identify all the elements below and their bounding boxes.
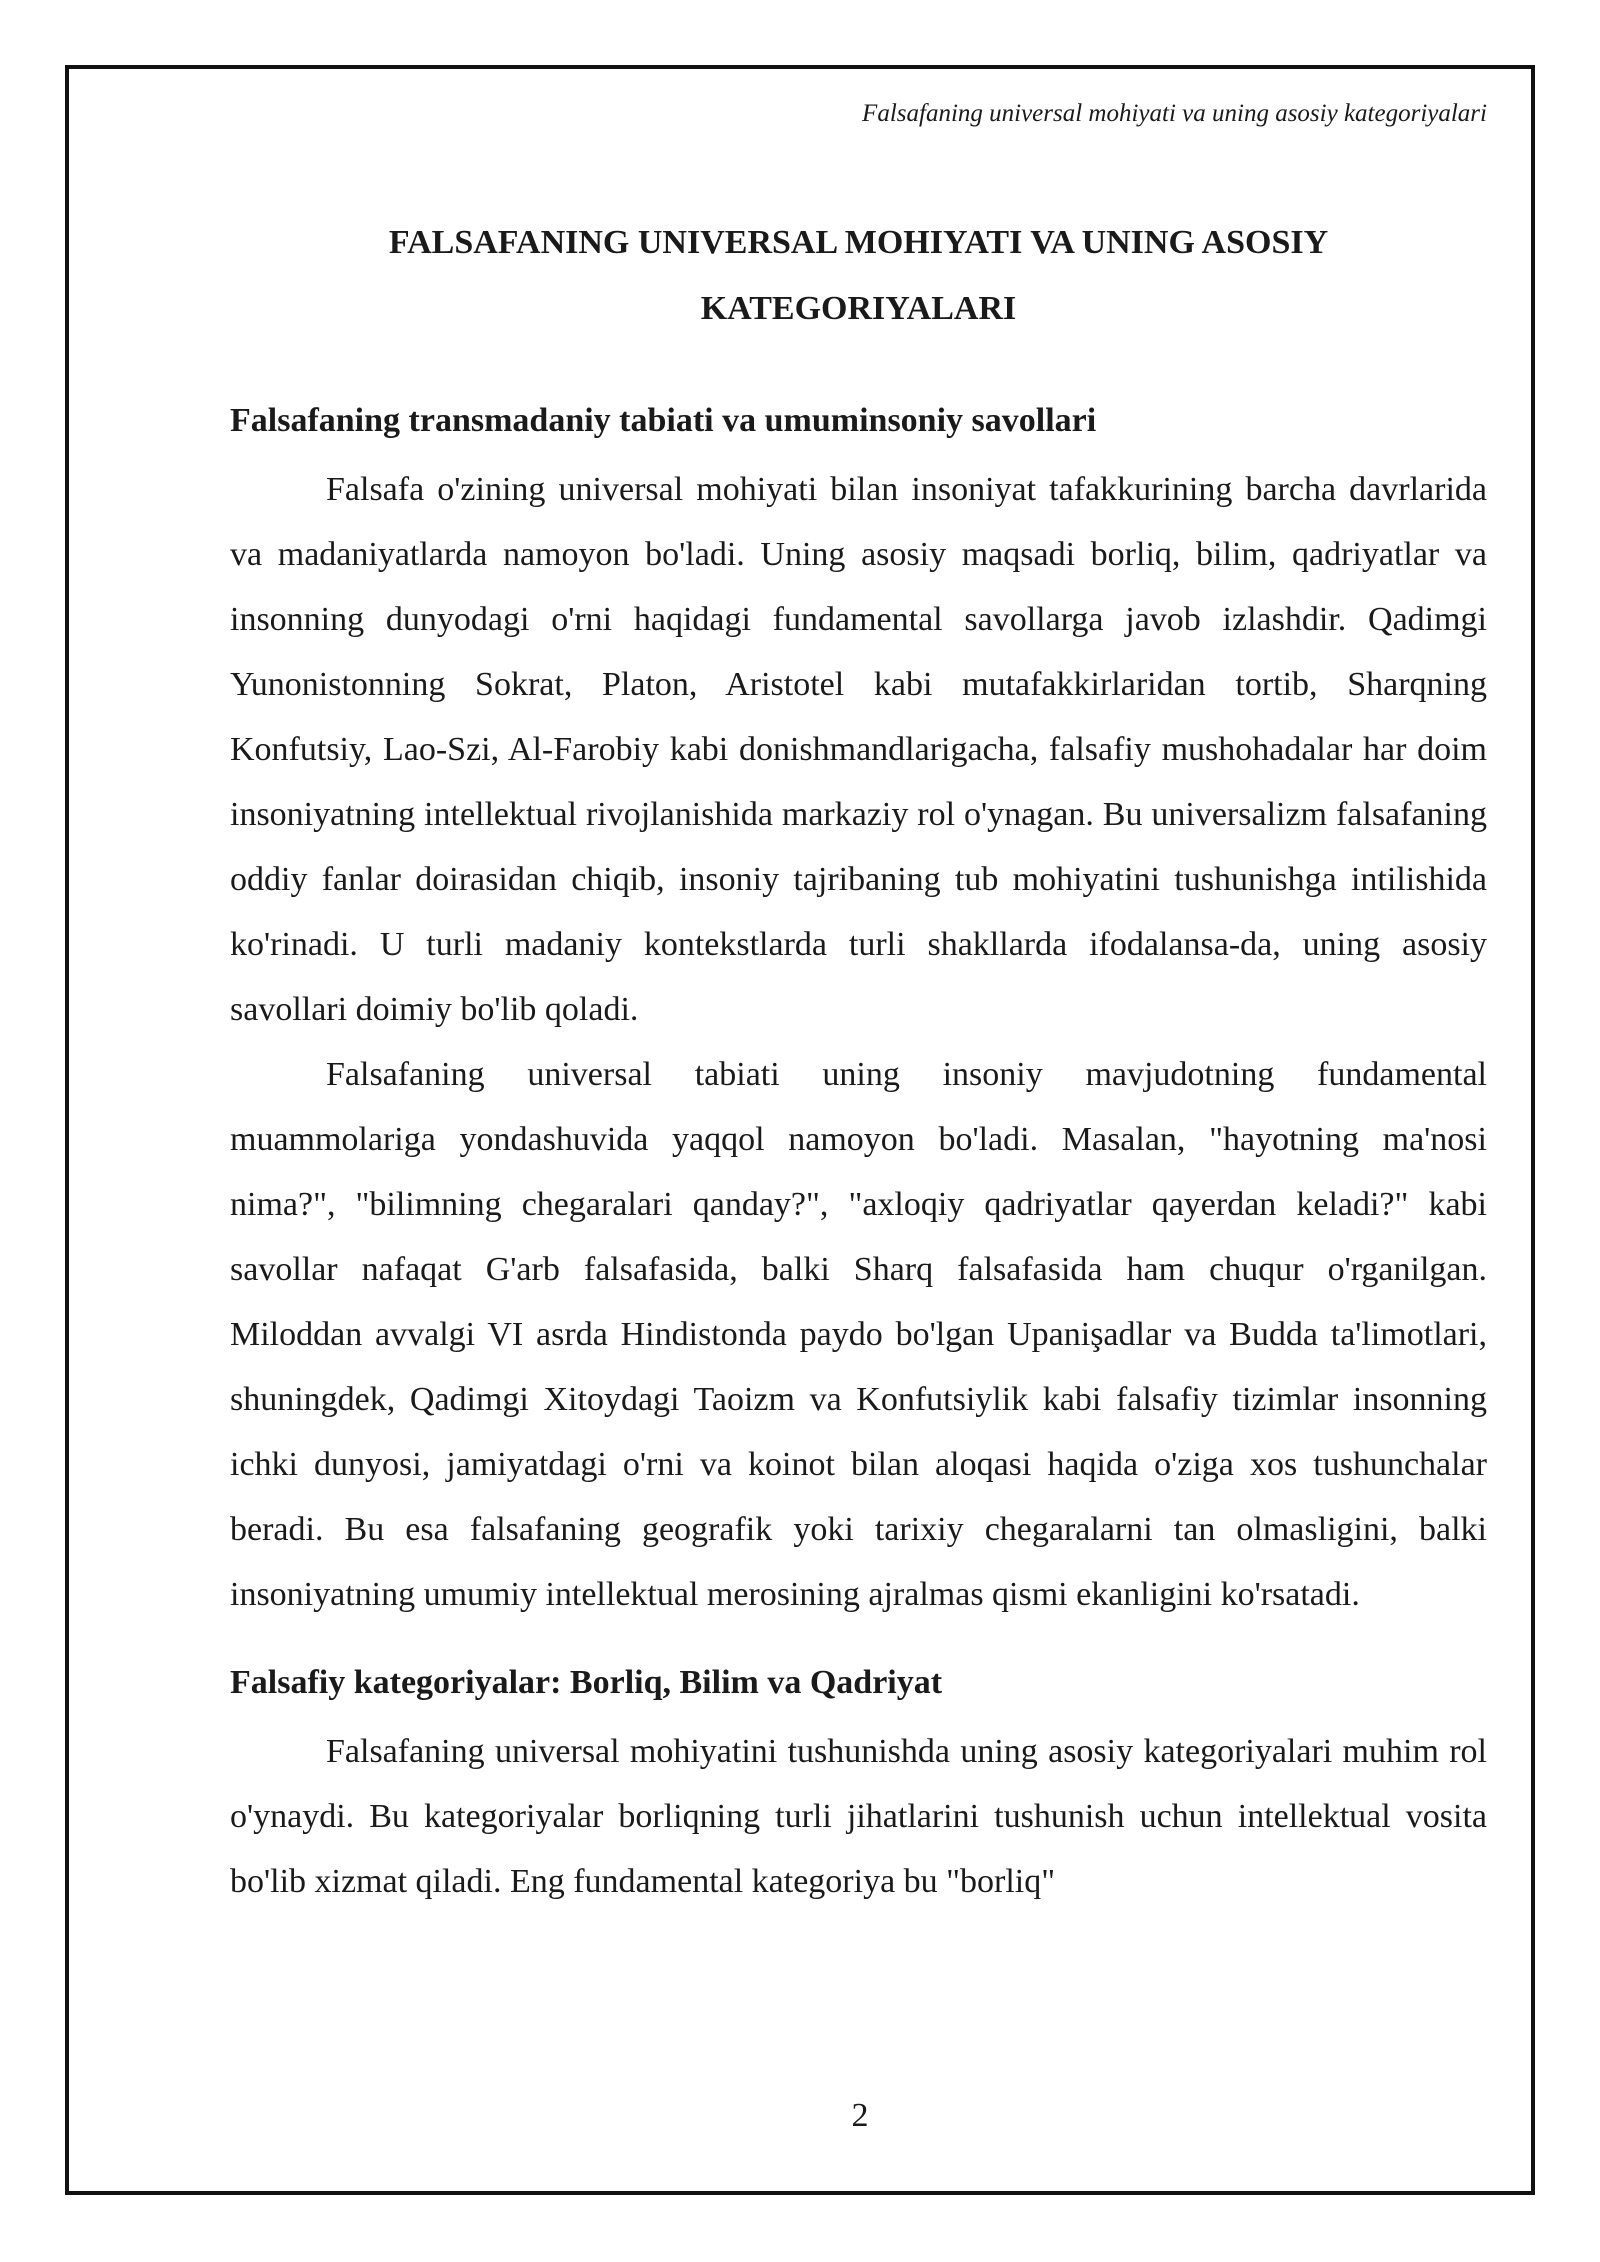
document-body: [230, 210, 1487, 1914]
paragraph: Falsafa o'zining universal mohiyati bilan insoniyat tafakkurining barcha davrlarida va madaniyatlarda namoyon bo'ladi. Uning asosiy maqsadi borliq, bilim, qadriyatlar va insonning dunyodagi o'rni haqidagi fundamental savollarga javob izlashdir. Qadimgi Yunonistonning Sokrat, Platon, Aristotel kabi mutafakkirlaridan tortib, Sharqning Konfutsiy, Lao-Szi, Al-Farobiy kabi donishmandlarigacha, falsafiy mushohadalar har doim insoniyatning intellektual rivojlanishida markaziy rol o'ynagan. Bu universalizm falsafaning oddiy fanlar doirasidan chiqib, insoniy tajribaning tub mohiyatini tushunishga intilishida ko'rinadi. U turli madaniy kontekstlarda turli shakllarda ifodalansa-da, uning asosiy savollari doimiy bo'lib qoladi.: [230, 471, 1487, 1028]
title-line-2: KATEGORIYALARI: [700, 290, 1017, 327]
running-header: Falsafaning universal mohiyati va uning asosiy kategoriyalari: [862, 100, 1487, 127]
title-line-1: FALSAFANING UNIVERSAL MOHIYATI VA UNING ASOSIY: [388, 224, 1329, 261]
page-number: 2: [851, 2097, 869, 2134]
section-heading-transcultural: Falsafaning transmadaniy tabiati va umuminsoniy savollari: [230, 402, 1097, 439]
document-title: [230, 210, 1487, 342]
paragraph: Falsafaning universal mohiyatini tushunishda uning asosiy kategoriyalari muhim rol o'ynaydi. Bu kategoriyalar borliqning turli jihatlarini tushunish uchun intellektual vosita bo'lib xizmat qiladi. Eng fundamental kategoriya bu "borliq": [230, 1733, 1487, 1900]
paragraph: Falsafaning universal tabiati uning insoniy mavjudotning fundamental muammolariga yondashuvida yaqqol namoyon bo'ladi. Masalan, "hayotning ma'nosi nima?", "bilimning chegaralari qanday?", "axloqiy qadriyatlar qayerdan keladi?" kabi savollar nafaqat G'arb falsafasida, balki Sharq falsafasida ham chuqur o'rganilgan. Miloddan avvalgi VI asrda Hindistonda paydo bo'lgan Upanişadlar va Budda ta'limotlari, shuningdek, Qadimgi Xitoydagi Taoizm va Konfutsiylik kabi falsafiy tizimlar insonning ichki dunyosi, jamiyatdagi o'rni va koinot bilan aloqasi haqida o'ziga xos tushunchalar beradi. Bu esa falsafaning geografik yoki tarixiy chegaralarni tan olmasligini, balki insoniyatning umumiy intellektual merosining ajralmas qismi ekanligini ko'rsatadi.: [230, 1056, 1487, 1613]
section-heading-categories: Falsafiy kategoriyalar: Borliq, Bilim va Qadriyat: [230, 1664, 943, 1701]
